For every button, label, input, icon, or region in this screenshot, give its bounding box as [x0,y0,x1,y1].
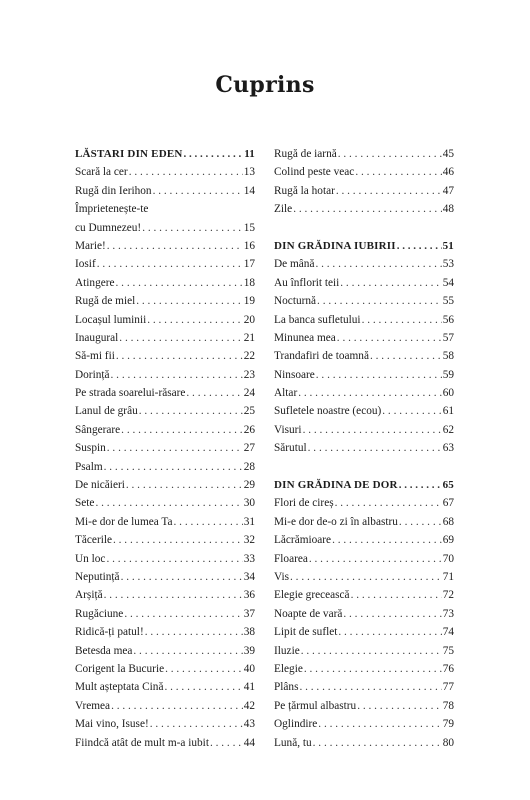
toc-entry-title: Oglindire [274,718,318,731]
toc-dot-leader [121,568,243,586]
toc-entry-title: Minunea mea [274,331,336,344]
toc-page-number: 43 [243,718,255,731]
toc-entry-title: Să-mi fii [75,350,115,363]
toc-entry-title: De mână [274,258,315,271]
toc-entry [274,439,454,457]
toc-page-number: 20 [243,313,255,326]
toc-dot-leader [184,145,244,163]
toc-dot-leader [317,292,442,310]
toc-dot-leader [318,715,441,733]
toc-entry [75,697,255,715]
toc-entry [274,163,454,181]
toc-entry [75,586,255,604]
toc-entry [274,568,454,586]
toc-page-number: 45 [442,148,454,160]
toc-entry-title: Noapte de vară [274,607,343,620]
toc-page-number: 36 [243,589,255,602]
toc-page-number: 72 [442,589,454,602]
toc-page-number: 60 [442,387,454,400]
toc-entry [274,513,454,531]
toc-page-number: 67 [442,497,454,510]
toc-entry [274,402,454,420]
toc-dot-leader [370,347,442,365]
toc-left-column [75,145,255,752]
toc-entry-title: De nicăieri [75,479,125,492]
toc-entry [274,660,454,678]
toc-page-number: 79 [442,718,454,731]
toc-dot-leader [397,237,442,255]
toc-dot-leader [340,274,441,292]
toc-page-number: 48 [442,203,454,216]
toc-page-number: 71 [442,570,454,583]
toc-entry-title: La banca sufletului [274,313,361,326]
toc-entry-title: Elegie [274,662,303,675]
toc-entry [274,550,454,568]
toc-entry-title: Mi-e dor de lumea Ta [75,515,173,528]
toc-entry-title: Rugă de miel [75,295,136,308]
toc-entry-title: Pe strada soarelui-răsare [75,387,186,400]
toc-page-number: 53 [442,258,454,271]
toc-entry [274,697,454,715]
toc-section-heading [75,145,255,163]
toc-entry-title: Corigent la Bucurie [75,662,165,675]
toc-entry [75,568,255,586]
toc-entry-title: Visuri [274,423,302,436]
toc-page-number: 68 [442,515,454,528]
toc-entry [75,550,255,568]
toc-dot-leader [313,734,442,752]
toc-dot-leader [165,660,243,678]
toc-dot-leader [210,734,243,752]
toc-entry [75,311,255,329]
toc-entry [75,715,255,733]
toc-dot-leader [174,513,243,531]
toc-dot-leader [119,329,242,347]
toc-entry [274,623,454,641]
toc-entry-title: Floarea [274,552,308,565]
toc-entry [75,347,255,365]
toc-page-number: 63 [442,442,454,455]
toc-entry [274,292,454,310]
toc-entry [75,384,255,402]
toc-entry-title: Sărutul [274,442,307,455]
toc-page-number: 47 [442,184,454,197]
toc-page-number: 26 [243,423,255,436]
toc-entry [75,531,255,549]
toc-entry-title: Mult așteptata Cină [75,681,164,694]
toc-dot-leader [147,311,242,329]
toc-page-number: 23 [243,368,255,381]
toc-entry [274,255,454,273]
toc-page-number: 28 [243,460,255,473]
toc-entry [274,384,454,402]
toc-entry-title: Atingere [75,276,115,289]
toc-page-number: 55 [442,295,454,308]
toc-section-heading [274,237,454,255]
toc-dot-leader [104,586,243,604]
toc-dot-leader [355,163,441,181]
toc-entry-title: Rugăciune [75,607,124,620]
toc-page-number: 80 [442,736,454,749]
toc-entry-title: Zile [274,203,293,216]
toc-page-number: 24 [243,387,255,400]
toc-entry-title: Au înflorit teii [274,276,340,289]
toc-entry-title: Tăcerile [75,534,112,547]
toc-entry-title: Fiindcă atât de mult m-a iubit [75,736,209,749]
toc-entry [75,458,255,476]
toc-dot-leader [316,366,442,384]
toc-dot-leader [351,586,442,604]
toc-entry-title: Sângerare [75,423,121,436]
toc-entry-title: Sufletele noastre (ecou) [274,405,382,418]
toc-entry-title: Iluzie [274,644,300,657]
toc-page-number: 15 [243,221,255,234]
toc-page-number: 46 [442,166,454,179]
toc-dot-leader [301,642,442,660]
toc-page-number: 37 [243,607,255,620]
toc-page-number: 39 [243,644,255,657]
toc-page-number: 34 [243,570,255,583]
toc-entry [274,145,454,163]
toc-dot-leader [332,531,442,549]
toc-entry [75,660,255,678]
toc-entry [75,219,255,237]
toc-entry [274,200,454,218]
toc-entry-title: Marie! [75,239,106,252]
toc-entry [75,237,255,255]
toc-entry-title: Iosif [75,258,96,271]
toc-dot-leader [309,550,442,568]
toc-page-number: 16 [243,239,255,252]
toc-dot-leader [113,531,243,549]
toc-entry-title: Lipit de suflet [274,626,338,639]
toc-entry-title: Pe țărmul albastru [274,699,357,712]
toc-entry [75,439,255,457]
toc-entry-title: Arșiță [75,589,103,602]
section-spacer [274,458,454,476]
toc-entry-title: cu Dumnezeu! [75,221,142,234]
toc-page-number: 57 [442,331,454,344]
toc-entry-title: Un loc [75,552,106,565]
toc-page-number: 33 [243,552,255,565]
toc-entry [274,274,454,292]
toc-entry [274,329,454,347]
toc-entry [274,366,454,384]
toc-entry [274,421,454,439]
toc-dot-leader [299,678,441,696]
toc-dot-leader [343,605,441,623]
toc-entry-title: Suspin [75,442,106,455]
toc-entry [274,182,454,200]
toc-entry-title: Mi-e dor de-o zi în albastru [274,515,398,528]
toc-entry [75,292,255,310]
toc-page-number: 44 [243,736,255,749]
toc-entry-title: Rugă de iarnă [274,148,337,160]
toc-dot-leader [139,402,243,420]
toc-dot-leader [153,182,243,200]
toc-entry [75,734,255,752]
toc-entry [274,678,454,696]
toc-entry-title: Elegie grecească [274,589,350,602]
section-spacer [274,219,454,237]
toc-page-number: 54 [442,276,454,289]
toc-page-number: 61 [442,405,454,418]
toc-entry [274,347,454,365]
toc-entry-title: Dorință [75,368,110,381]
toc-dot-leader [104,458,243,476]
toc-dot-leader [382,402,441,420]
toc-right-column [274,145,454,752]
toc-entry [75,421,255,439]
toc-entry-title: DIN GRĂDINA DE DOR [274,479,398,492]
toc-page-number: 65 [442,479,454,492]
toc-entry-title: Flori de cireș [274,497,334,510]
toc-dot-leader [315,255,441,273]
toc-dot-leader [362,311,442,329]
toc-entry [274,586,454,604]
toc-entry [75,642,255,660]
toc-entry-title: Ridică-ți patul! [75,626,144,639]
toc-entry-title: Lăcrămioare [274,534,332,547]
toc-entry-title: Rugă la hotar [274,184,335,197]
toc-entry [75,329,255,347]
toc-dot-leader [303,421,442,439]
toc-entry [75,182,255,200]
toc-entry [75,200,255,218]
toc-entry-title: Psalm [75,460,103,473]
toc-page-number: 58 [442,350,454,363]
toc-page-number: 29 [243,479,255,492]
toc-entry-title: Lanul de grâu [75,405,138,418]
toc-page-number: 77 [442,681,454,694]
toc-entry [274,531,454,549]
toc-dot-leader [107,439,243,457]
toc-dot-leader [399,513,442,531]
toc-entry-title: Sete [75,497,95,510]
toc-dot-leader [126,476,243,494]
toc-entry-title: LĂSTARI DIN EDEN [75,148,183,160]
toc-dot-leader [142,219,243,237]
toc-entry-title: Mai vino, Isuse! [75,718,149,731]
toc-dot-leader [133,642,242,660]
toc-page-number: 17 [243,258,255,271]
toc-entry-title: DIN GRĂDINA IUBIRII [274,239,396,252]
toc-dot-leader [290,568,442,586]
toc-entry [75,274,255,292]
toc-dot-leader [335,494,442,512]
toc-entry [75,623,255,641]
toc-page-number: 76 [442,662,454,675]
toc-page-number: 25 [243,405,255,418]
toc-page-number: 11 [244,148,255,160]
toc-entry [75,366,255,384]
toc-dot-leader [293,200,442,218]
toc-entry-title: Betesda mea [75,644,133,657]
toc-section-heading [274,476,454,494]
toc-page-number: 69 [442,534,454,547]
toc-entry [75,494,255,512]
toc-entry-title: Inaugural [75,331,119,344]
toc-dot-leader [337,329,442,347]
toc-page-number: 38 [243,626,255,639]
toc-page-number: 13 [243,166,255,179]
toc-page-number: 56 [442,313,454,326]
toc-entry [75,605,255,623]
toc-entry-title: Altar [274,387,298,400]
toc-entry [75,678,255,696]
toc-dot-leader [97,255,243,273]
toc-page-number: 22 [243,350,255,363]
toc-entry [274,734,454,752]
toc-page-number: 41 [243,681,255,694]
toc-page-number: 32 [243,534,255,547]
toc-dot-leader [129,163,243,181]
toc-dot-leader [136,292,242,310]
toc-dot-leader [111,697,243,715]
toc-page-number: 74 [442,626,454,639]
toc-entry [75,476,255,494]
toc-dot-leader [116,274,243,292]
toc-page-number: 14 [243,184,255,197]
toc-page-number: 62 [442,423,454,436]
toc-dot-leader [298,384,441,402]
toc-entry-title: Trandafiri de toamnă [274,350,369,363]
toc-page-number: 70 [442,552,454,565]
toc-page-number: 40 [243,662,255,675]
toc-dot-leader [304,660,442,678]
toc-page-number: 51 [442,239,454,252]
toc-dot-leader [338,623,441,641]
toc-entry [274,605,454,623]
toc-page-number: 31 [243,515,255,528]
toc-entry-title: Vremea [75,699,111,712]
toc-dot-leader [308,439,442,457]
toc-dot-leader [338,145,442,163]
toc-dot-leader [150,715,243,733]
toc-page-number: 78 [442,699,454,712]
page-title: Cuprins [215,72,315,98]
toc-page-number: 18 [243,276,255,289]
toc-entry-title: Neputință [75,570,120,583]
toc-dot-leader [336,182,442,200]
toc-entry [75,513,255,531]
toc-entry [274,715,454,733]
toc-entry [274,311,454,329]
toc-entry-title: Rugă din Ierihon [75,184,152,197]
toc-dot-leader [116,347,243,365]
toc-page-number: 42 [243,699,255,712]
toc-dot-leader [164,678,242,696]
toc-entry-title: Ninsoare [274,368,315,381]
toc-dot-leader [95,494,242,512]
toc-dot-leader [186,384,242,402]
toc-entry [274,494,454,512]
toc-entry-title: Colind peste veac [274,166,355,179]
toc-page-number: 59 [442,368,454,381]
toc-entry [274,642,454,660]
toc-page-number: 73 [442,607,454,620]
toc-entry [75,163,255,181]
toc-page-number: 75 [442,644,454,657]
toc-page-number: 19 [243,295,255,308]
toc-entry-title: Vis [274,570,290,583]
toc-entry [75,255,255,273]
toc-dot-leader [106,550,242,568]
toc-page-number: 21 [243,331,255,344]
toc-entry [75,402,255,420]
toc-entry-title: Scară la cer [75,166,128,179]
toc-entry-title: Nocturnă [274,295,317,308]
toc-entry-title: Plâns [274,681,299,694]
toc-entry-title: Împrietenește-te [75,203,149,216]
toc-dot-leader [124,605,242,623]
toc-dot-leader [357,697,442,715]
toc-page-number: 27 [243,442,255,455]
toc-dot-leader [107,237,243,255]
toc-dot-leader [399,476,442,494]
toc-page-number: 30 [243,497,255,510]
toc-entry-title: Locașul luminii [75,313,147,326]
toc-dot-leader [111,366,243,384]
toc-dot-leader [121,421,243,439]
toc-entry-title: Lună, tu [274,736,312,749]
toc-dot-leader [145,623,243,641]
